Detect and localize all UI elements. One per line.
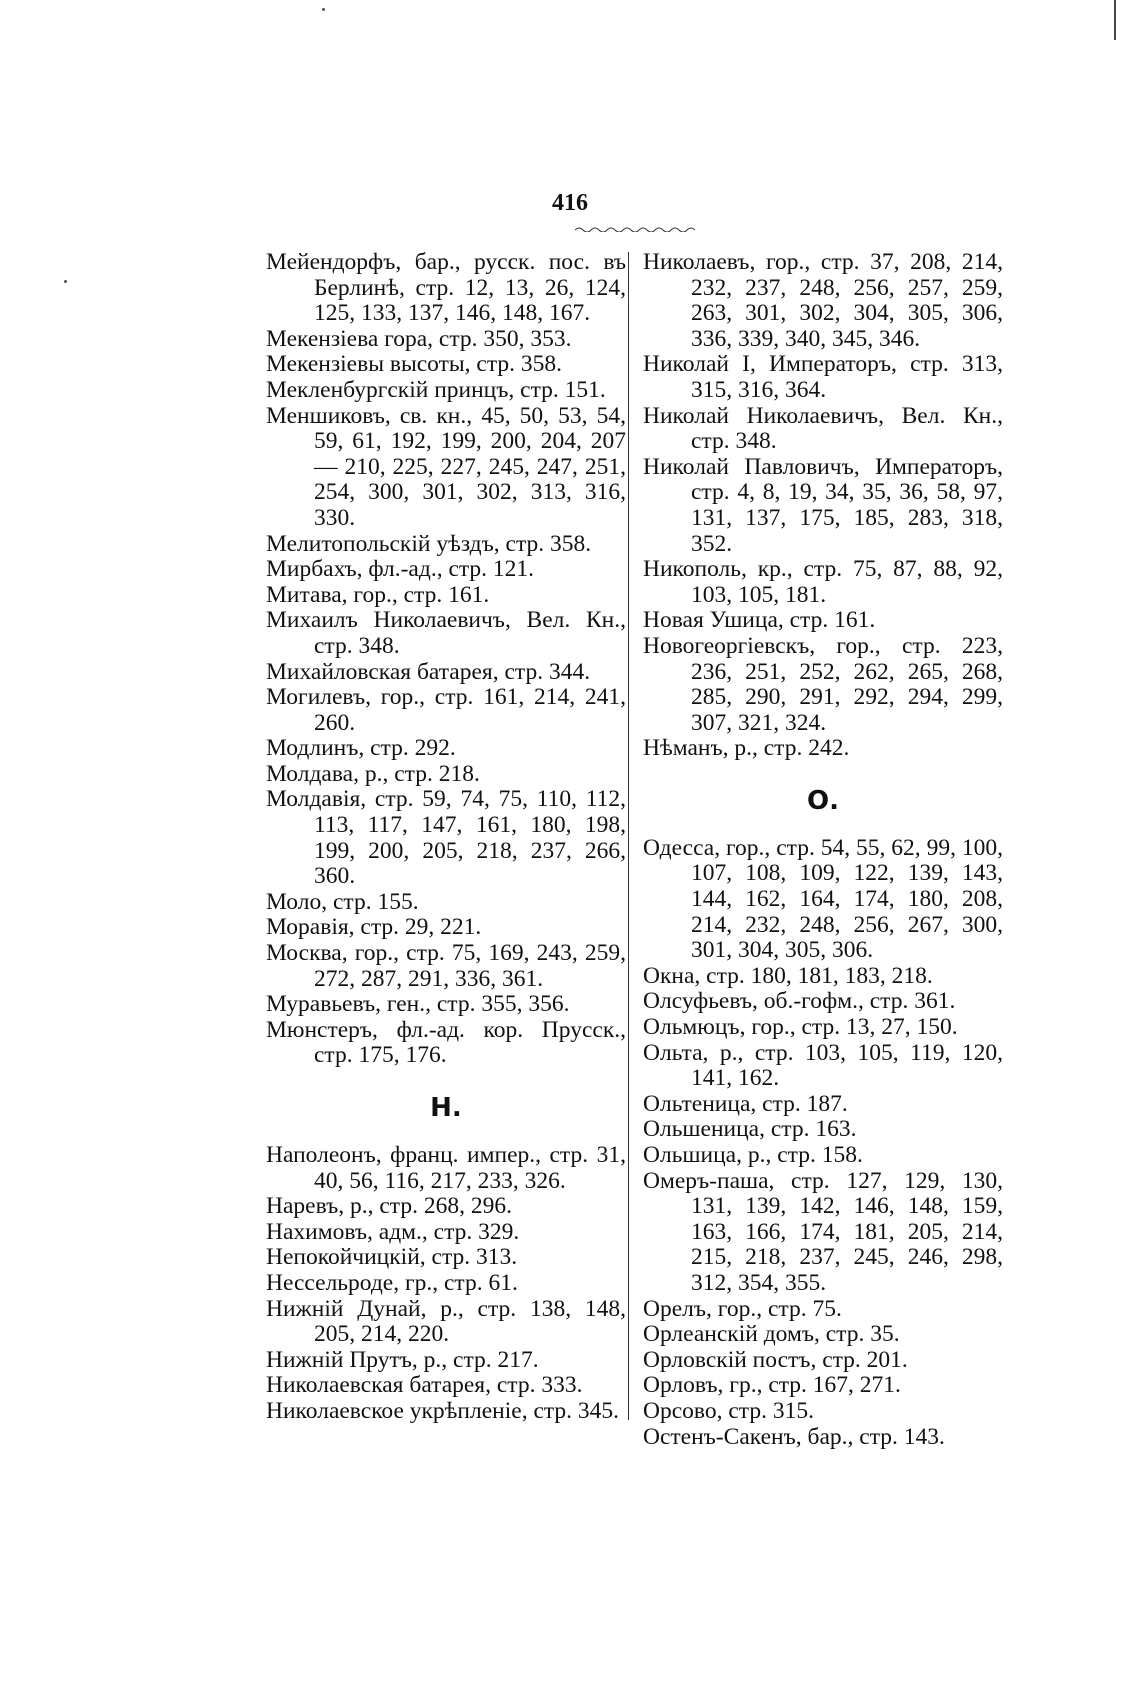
index-entry: Могилевъ, гор., стр. 161, 214, 241, 260. [266,684,626,736]
index-entry: Мекензіева гора, стр. 350, 353. [266,325,572,352]
index-entry: Москва, гор., стр. 75, 169, 243, 259, 272, 287, 291, 336, 361. [266,940,626,992]
column-divider [628,252,629,1420]
index-entry: Нижній Прутъ, р., стр. 217. [266,1346,539,1373]
index-column-left [266,250,626,1425]
index-entry: Непокойчицкій, стр. 313. [266,1244,518,1271]
index-entry: Николаевъ, гор., стр. 37, 208, 214, 232, 237, 248, 256, 257, 259, 263, 301, 302, 304, 305, 306, 336, 339, 340, 345, 346. [643,249,1003,352]
index-entry: Михаилъ Николаевичъ, Вел. Кн., стр. 348. [266,607,626,659]
index-entry: Николай Николаевичъ, Вел. Кн., стр. 348. [643,402,1003,455]
index-entry: Молдава, р., стр. 218. [266,760,480,787]
index-entry: Нессельроде, гр., стр. 61. [266,1269,518,1296]
index-entry: Наревъ, р., стр. 268, 296. [266,1193,512,1220]
index-entry: Николай Павловичъ, Императоръ, стр. 4, 8, 19, 34, 35, 36, 58, 97, 131, 137, 175, 185, 283, 318, 352. [643,453,1003,557]
scan-edge-mark [1114,0,1116,40]
index-entry: Орловъ, гр., стр. 167, 271. [643,1372,901,1399]
index-entry: Мирбахъ, фл.-ад., стр. 121. [266,556,535,583]
index-entry: Мейендорфъ, бар., русск. пос. въ Берлинѣ, стр. 12, 13, 26, 124, 125, 133, 137, 146, 148, 167. [266,249,626,327]
scan-speck [64,280,67,283]
index-entry: Нѣманъ, р., стр. 242. [643,735,850,762]
index-entry: Меншиковъ, св. кн., 45, 50, 53, 54, 59, 61, 192, 199, 200, 204, 207 — 210, 225, 227, 245, 247, 251, 254, 300, 301, 302, 313, 316, 330. [266,402,626,531]
index-entries-n [266,1143,626,1425]
index-entry: Ольтеница, стр. 187. [643,1090,848,1117]
index-entry: Наполеонъ, франц. импер., стр. 31, 40, 56, 116, 217, 233, 326. [266,1142,626,1194]
index-entry: Ольмюцъ, гор., стр. 13, 27, 150. [643,1014,958,1041]
index-entry: Новогеоргіевскъ, гор., стр. 223, 236, 251, 252, 262, 265, 268, 285, 290, 291, 292, 294, 299, 307, 321, 324. [643,632,1003,736]
index-entry: Нижній Дунай, р., стр. 138, 148, 205, 214, 220. [266,1295,626,1348]
index-entry: Мекленбургскій принцъ, стр. 151. [266,376,606,403]
index-entry: Ольта, р., стр. 103, 105, 119, 120, 141, 162. [643,1039,1003,1092]
index-entry: Николаевская батарея, стр. 333. [266,1372,583,1399]
wavy-rule-ornament [575,224,695,232]
index-entry: Моравія, стр. 29, 221. [266,914,482,941]
page-number: 416 [552,190,588,216]
index-entry: Нахимовъ, адм., стр. 329. [266,1218,520,1245]
index-entry: Ольшица, р., стр. 158. [643,1142,863,1168]
section-heading-n: Н. [430,1093,462,1123]
index-entry: Олсуфьевъ, об.-гофм., стр. 361. [643,988,956,1015]
index-entry: Модлинъ, стр. 292. [266,735,456,762]
scan-speck [322,8,325,11]
index-entry: Николай I, Императоръ, стр. 313, 315, 316, 364. [643,351,1003,403]
index-entry: Никополь, кр., стр. 75, 87, 88, 92, 103, 105, 181. [643,556,1003,608]
index-entry: Николаевское укрѣпленіе, стр. 345. [266,1397,620,1424]
section-heading-o: О. [807,785,839,816]
index-entry: Одесса, гор., стр. 54, 55, 62, 99, 100, 107, 108, 109, 122, 139, 143, 144, 162, 164, 174, 180, 208, 214, 232, 248, 256, 267, 300, 301, 304, 305, 306. [643,834,1003,964]
index-entry: Молдавія, стр. 59, 74, 75, 110, 112, 113, 117, 147, 161, 180, 198, 199, 200, 205, 218, 237, 266, 360. [266,786,626,890]
index-entry: Орелъ, гор., стр. 75. [643,1295,842,1322]
index-entry: Орловскій постъ, стр. 201. [643,1346,908,1373]
index-entry: Муравьевъ, ген., стр. 355, 356. [266,991,570,1018]
index-entry: Новая Ушица, стр. 161. [643,607,876,634]
index-entry: Мелитопольскій уѣздъ, стр. 358. [266,530,592,557]
index-entry: Омеръ-паша, стр. 127, 129, 130, 131, 139, 142, 146, 148, 159, 163, 166, 174, 181, 205, 214, 215, 218, 237, 245, 246, 298, 312, 354, 355. [643,1167,1003,1296]
index-entry: Ольшеница, стр. 163. [643,1116,857,1143]
index-entry: Окна, стр. 180, 181, 183, 218. [643,962,933,989]
index-column-right [643,250,1003,1450]
index-entries-n-continued [643,250,1003,762]
index-entry: Орсово, стр. 315. [643,1397,814,1424]
index-entry: Моло, стр. 155. [266,888,419,915]
index-entry: Мекензіевы высоты, стр. 358. [266,351,563,378]
index-entry: Мюнстеръ, фл.-ад. кор. Прусск., стр. 175, 176. [266,1016,626,1069]
index-entry: Михайловская батарея, стр. 344. [266,658,591,685]
index-entries-o [643,836,1003,1450]
index-entries-m [266,250,626,1069]
index-entry: Остенъ-Сакенъ, бар., стр. 143. [643,1423,945,1450]
index-entry: Митава, гор., стр. 161. [266,581,490,608]
index-entry: Орлеанскій домъ, стр. 35. [643,1321,900,1348]
